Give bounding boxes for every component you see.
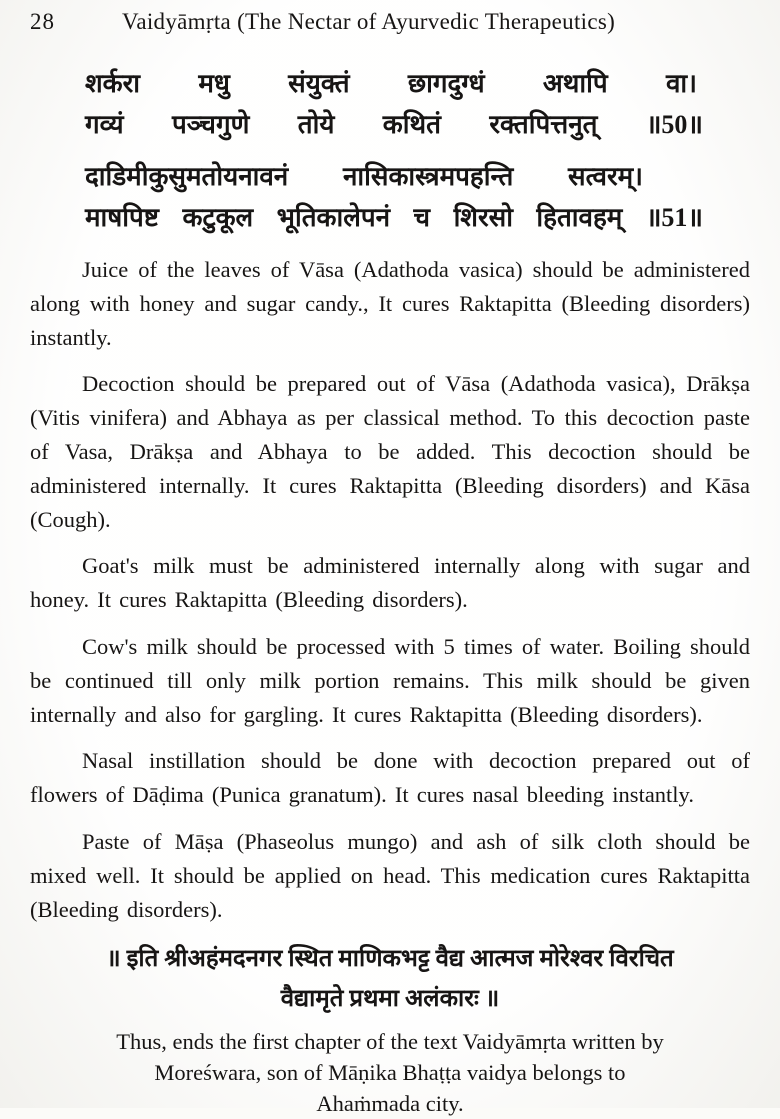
verse-50-line-1: शर्करा मधु संयुक्तं छागदुग्धं अथापि वा। bbox=[85, 69, 697, 98]
closing-line-1: Thus, ends the first chapter of the text Vaidyāmṛta written by bbox=[116, 1029, 664, 1055]
paragraph-goats-milk: Goat's milk must be administered internally along with sugar and honey. It cures Raktapitta (Bleeding disorders). bbox=[30, 553, 750, 613]
paragraph-cows-milk: Cow's milk should be processed with 5 times of water. Boiling should be continued till only milk portion remains. This milk should be given internally and also for gargling. It cures Raktapitta (Bleeding disorders). bbox=[30, 633, 750, 727]
page-number: 28 bbox=[30, 9, 55, 34]
verse-50 bbox=[30, 63, 750, 145]
closing-line-2: Moreśwara, son of Māṇika Bhaṭṭa vaidya belongs to bbox=[154, 1060, 626, 1086]
colophon-line-2: वैद्यामृते प्रथमा अलंकारः ॥ bbox=[280, 986, 500, 1013]
verse-51 bbox=[30, 156, 750, 238]
verse-51-line-1: दाडिमीकुसुमतोयनावनं नासिकास्त्रमपहन्ति सत्वरम्। bbox=[85, 162, 643, 191]
page-header bbox=[30, 8, 750, 36]
paragraph-masa-paste: Paste of Māṣa (Phaseolus mungo) and ash of silk cloth should be mixed well. It should be applied on head. This medication cures Raktapitta (Bleeding disorders). bbox=[30, 828, 750, 922]
translation-text bbox=[30, 253, 750, 926]
closing-line-3: Ahaṁmada city. bbox=[316, 1091, 464, 1117]
paragraph-decoction: Decoction should be prepared out of Vāsa (Adathoda vasica), Drākṣa (Vitis vinifera) and Abhaya as per classical method. To this decoction paste of Vasa, Drākṣa and Abhaya to be added. This decoction should be administered internally. It cures Raktapitta (Bleeding disorders) and Kāsa (Cough). bbox=[30, 371, 750, 532]
sanskrit-verses bbox=[30, 63, 750, 238]
chapter-closing bbox=[30, 1026, 750, 1119]
sanskrit-colophon bbox=[30, 939, 750, 1019]
running-title: Vaidyāmṛta (The Nectar of Ayurvedic Therapeutics) bbox=[122, 9, 616, 34]
verse-51-line-2: माषपिष्ट कटुकूल भूतिकालेपनं च शिरसो हितावहम् ॥51॥ bbox=[85, 203, 703, 232]
paragraph-nasal: Nasal instillation should be done with decoction prepared out of flowers of Dāḍima (Punica granatum). It cures nasal bleeding instantly. bbox=[30, 748, 750, 808]
paragraph-vasa-juice: Juice of the leaves of Vāsa (Adathoda vasica) should be administered along with honey and sugar candy., It cures Raktapitta (Bleeding disorders) instantly. bbox=[30, 257, 750, 350]
colophon-line-1: ॥ इति श्रीअहंमदनगर स्थित माणिकभट्ट वैद्य आत्मज मोरेश्वर विरचित bbox=[106, 946, 674, 973]
verse-50-line-2: गव्यं पञ्चगुणे तोये कथितं रक्तपित्तनुत् ॥50॥ bbox=[85, 110, 703, 139]
